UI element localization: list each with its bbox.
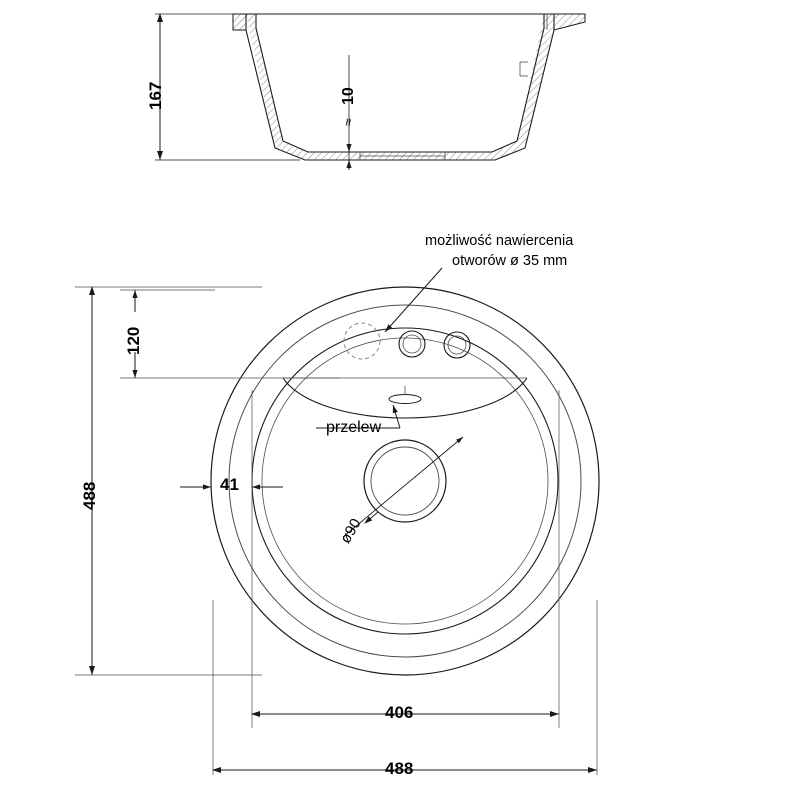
overflow-slot	[389, 395, 421, 404]
annotation-line-2: otworów ø 35 mm	[452, 253, 568, 269]
flange-right	[554, 14, 585, 30]
section-view	[155, 14, 585, 170]
annotation-line-1: możliwość nawiercenia	[425, 233, 574, 249]
flange-left	[233, 14, 246, 30]
tap-deck-arc	[283, 378, 527, 418]
overflow-leader	[393, 405, 400, 428]
label-outer-width: 488	[385, 759, 414, 778]
tap-hole-2-inner	[448, 336, 466, 354]
wall-hatch-left	[246, 14, 308, 160]
bowl-outer-profile	[246, 14, 554, 160]
label-outer-diameter-vertical: 488	[80, 481, 99, 510]
annotation-leader	[385, 268, 442, 332]
top-view	[75, 268, 599, 775]
label-drain-diameter: ø90	[337, 515, 365, 547]
label-overflow: przelew	[326, 419, 382, 436]
wall-hatch-right	[492, 14, 554, 160]
label-inner-width: 406	[385, 703, 414, 722]
label-tap-offset: 120	[124, 326, 143, 355]
label-section-thickness-prefix: ≈	[340, 118, 356, 126]
tap-hole-1-inner	[403, 335, 421, 353]
bowl-inner-profile	[256, 14, 544, 152]
label-section-height: 167	[146, 81, 165, 110]
label-section-thickness: 10	[340, 87, 357, 105]
label-rim-width: 41	[220, 475, 239, 494]
